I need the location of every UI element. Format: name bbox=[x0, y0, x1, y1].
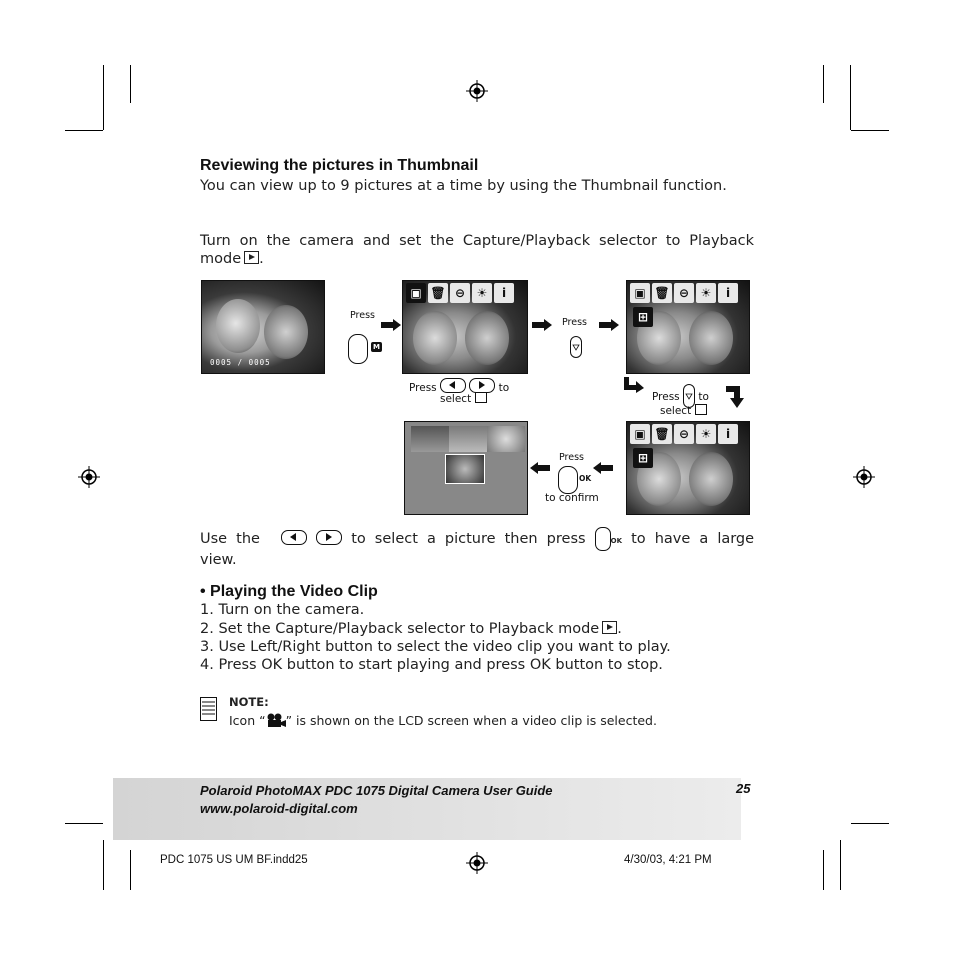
zoom-icon: ⊖ bbox=[674, 424, 694, 444]
trash-icon: 🗑 bbox=[652, 283, 672, 303]
step-end: . bbox=[259, 251, 264, 267]
step-text: Turn on the camera and set the Capture/Playback selector to Playback mode bbox=[200, 233, 754, 267]
crop-mark bbox=[850, 65, 851, 130]
notepad-icon bbox=[200, 697, 217, 721]
to-label: to bbox=[498, 382, 510, 394]
intro-paragraph: You can view up to 9 pictures at a time by using the Thumbnail function. bbox=[200, 178, 727, 194]
trash-icon: 🗑 bbox=[428, 283, 448, 303]
ok-button-icon bbox=[558, 466, 578, 494]
right-button-icon bbox=[316, 530, 342, 545]
lcd-photo-thumbnail-option bbox=[626, 280, 750, 374]
brightness-icon: ☀ bbox=[696, 283, 716, 303]
list-item-text: 2. Set the Capture/Playback selector to Playback mode bbox=[200, 621, 600, 637]
playback-mode-icon bbox=[244, 251, 259, 264]
to-label: to bbox=[698, 391, 709, 403]
press-label: Press bbox=[559, 452, 585, 463]
list-item-end: . bbox=[617, 621, 622, 637]
press-label: Press bbox=[562, 317, 588, 328]
confirm-caption: to confirm bbox=[545, 492, 599, 504]
playback-mode-icon bbox=[602, 621, 617, 634]
arrow-left-icon bbox=[530, 462, 550, 474]
crop-mark bbox=[130, 850, 131, 890]
arrow-right-icon bbox=[381, 319, 401, 331]
use-text: to select a picture then press bbox=[351, 531, 586, 547]
crop-mark bbox=[65, 823, 103, 824]
arrow-left-icon bbox=[593, 462, 613, 474]
registration-mark-icon bbox=[466, 80, 488, 102]
single-view-icon: ▣ bbox=[630, 424, 650, 444]
crop-mark bbox=[840, 840, 841, 890]
image-counter: 0005 / 0005 bbox=[210, 358, 271, 367]
press-label: Press bbox=[409, 382, 437, 394]
lcd-photo-menu bbox=[402, 280, 528, 374]
down-button-icon bbox=[570, 336, 582, 358]
right-button-icon bbox=[469, 378, 495, 393]
footer-url: www.polaroid-digital.com bbox=[200, 801, 358, 816]
video-camera-icon bbox=[266, 713, 286, 727]
lcd-photo-thumbnail-selected bbox=[626, 421, 750, 515]
lcd-menu-bar bbox=[627, 281, 741, 305]
use-paragraph bbox=[200, 527, 754, 569]
list-item: 1. Turn on the camera. bbox=[200, 602, 365, 618]
menu-button-icon bbox=[348, 334, 368, 364]
zoom-icon: ⊖ bbox=[450, 283, 470, 303]
lcd-photo-single bbox=[201, 280, 325, 374]
thumbnail-grid-icon: ⊞ bbox=[633, 448, 653, 468]
press-label: Press bbox=[652, 391, 680, 403]
lcd-menu-bar bbox=[627, 422, 741, 446]
arrow-right-icon bbox=[599, 319, 619, 331]
lcd-menu-bar bbox=[403, 281, 517, 305]
arrow-right-icon bbox=[532, 319, 552, 331]
left-button-icon bbox=[440, 378, 466, 393]
step-paragraph bbox=[200, 232, 754, 268]
footer-guide-title: Polaroid PhotoMAX PDC 1075 Digital Camera User Guide bbox=[200, 783, 553, 798]
trash-icon: 🗑 bbox=[652, 424, 672, 444]
press-label: Press bbox=[350, 310, 376, 321]
list-item: 3. Use Left/Right button to select the video clip you want to play. bbox=[200, 639, 671, 655]
list-item: 4. Press OK button to start playing and press OK button to stop. bbox=[200, 657, 663, 673]
section-title-video: • Playing the Video Clip bbox=[200, 583, 378, 600]
crop-mark bbox=[823, 850, 824, 890]
ok-button-icon bbox=[595, 527, 611, 551]
note-label: NOTE: bbox=[229, 695, 269, 709]
ok-badge: OK bbox=[610, 537, 623, 545]
crop-mark bbox=[851, 823, 889, 824]
ok-badge: OK bbox=[579, 474, 592, 483]
registration-mark-icon bbox=[78, 466, 100, 488]
m-badge: M bbox=[373, 343, 380, 351]
lcd-thumbnail-grid bbox=[404, 421, 528, 515]
registration-mark-icon bbox=[466, 852, 488, 874]
use-text: Use the bbox=[200, 531, 260, 547]
single-view-icon: ▣ bbox=[630, 283, 650, 303]
brightness-icon: ☀ bbox=[472, 283, 492, 303]
note-text-a: Icon “ bbox=[229, 713, 266, 728]
crop-mark bbox=[65, 130, 103, 131]
select-label: select bbox=[660, 405, 692, 417]
note-text bbox=[229, 713, 657, 728]
slug-filename: PDC 1075 US UM BF.indd25 bbox=[160, 854, 308, 866]
info-icon: i bbox=[494, 283, 514, 303]
slug-date: 4/30/03, 4:21 PM bbox=[624, 854, 712, 866]
section-title-thumbnail: Reviewing the pictures in Thumbnail bbox=[200, 157, 479, 174]
info-icon: i bbox=[718, 283, 738, 303]
bent-arrow-icon bbox=[622, 377, 644, 393]
select-label: select bbox=[440, 393, 472, 405]
single-view-small-icon bbox=[475, 392, 487, 403]
use-text: to have a large view. bbox=[200, 531, 755, 568]
brightness-icon: ☀ bbox=[696, 424, 716, 444]
thumbnail-small-icon bbox=[695, 404, 707, 415]
page-number: 25 bbox=[736, 781, 751, 796]
registration-mark-icon bbox=[853, 466, 875, 488]
list-item bbox=[200, 621, 622, 637]
crop-mark bbox=[103, 840, 104, 890]
single-view-icon: ▣ bbox=[406, 283, 426, 303]
note-text-b: ” is shown on the LCD screen when a video clip is selected. bbox=[285, 713, 657, 728]
info-icon: i bbox=[718, 424, 738, 444]
crop-mark bbox=[103, 65, 104, 130]
zoom-icon: ⊖ bbox=[674, 283, 694, 303]
crop-mark bbox=[130, 65, 131, 103]
select-caption bbox=[440, 392, 487, 405]
crop-mark bbox=[823, 65, 824, 103]
left-button-icon bbox=[281, 530, 307, 545]
thumbnail-grid-icon: ⊞ bbox=[633, 307, 653, 327]
bent-arrow-icon bbox=[726, 386, 748, 408]
select-caption bbox=[660, 404, 707, 417]
crop-mark bbox=[851, 130, 889, 131]
